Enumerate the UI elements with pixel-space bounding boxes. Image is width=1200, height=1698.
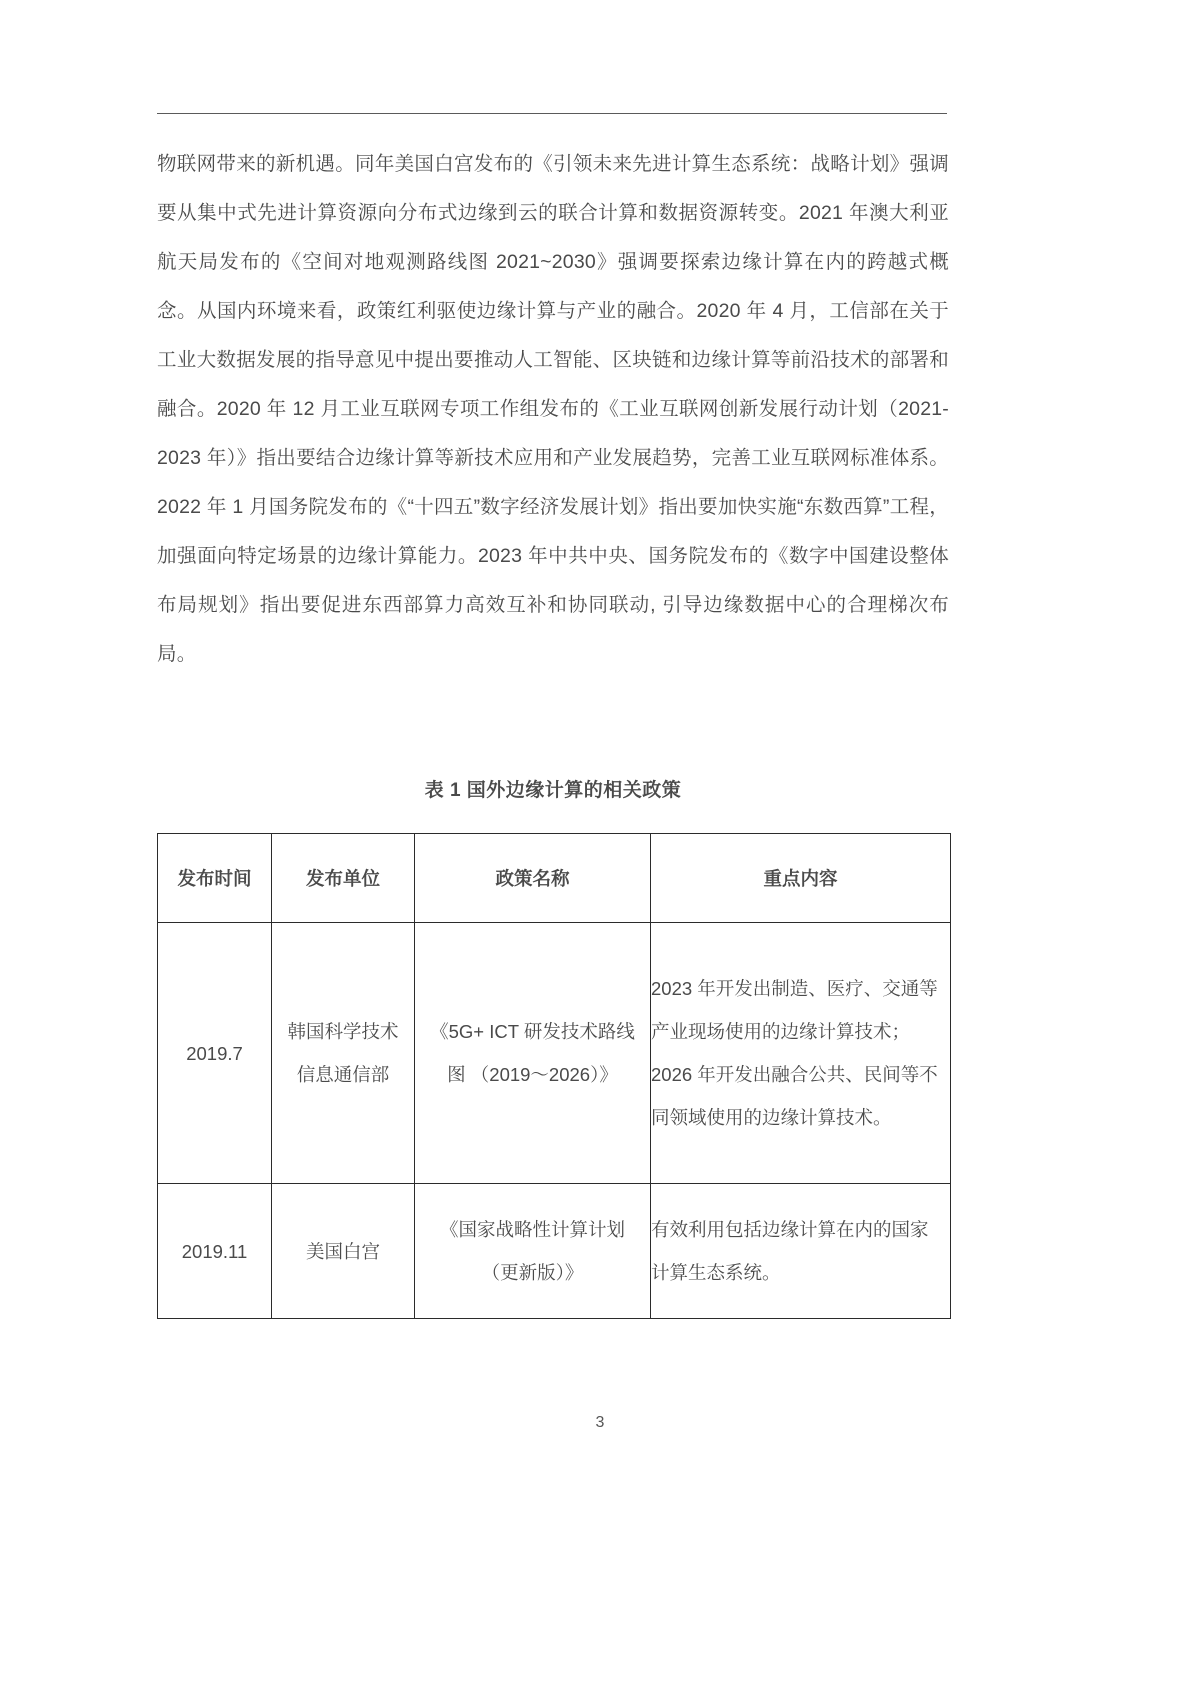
cell-key-content (651, 1184, 951, 1319)
cell-publish-unit (272, 1184, 415, 1319)
cell-key-content (651, 923, 951, 1184)
cell-key-line-4: 同领域使用的边缘计算技术。 (651, 1107, 892, 1128)
cell-key-line-2: 计算生态系统。 (651, 1262, 781, 1283)
cell-key-line-1: 有效利用包括边缘计算在内的国家 (651, 1219, 929, 1240)
policy-table (157, 833, 951, 1319)
cell-unit-line-1: 美国白宫 (305, 1240, 380, 1262)
cell-publish-unit (272, 923, 415, 1184)
column-header-key-content: 重点内容 (651, 834, 951, 923)
header-rule (157, 113, 947, 114)
column-header-publish-unit: 发布单位 (272, 834, 415, 923)
table-body (158, 923, 951, 1319)
table-header-row (158, 834, 951, 923)
cell-policy-line-1: 《国家战略性计算计划 (439, 1219, 625, 1240)
table-row (158, 1184, 951, 1319)
table-caption: 表 1 国外边缘计算的相关政策 (424, 780, 682, 801)
page-number: 3 (595, 1414, 605, 1431)
paragraph-text: 物联网带来的新机遇。同年美国白宫发布的《引领未来先进计算生态系统：战略计划》强调要从集中式先进计算资源向分布式边缘到云的联合计算和数据资源转变。2021 年澳大利亚航天局发布的《空间对地观测路线图 2021~2030》强调要探索边缘计算在内的跨越式概念。从国内环境来看，政策红利驱使边缘计算与产业的融合。2020 年 4 月，工信部在关于工业大数据发展的指导意见中提出要推动人工智能、区块链和边缘计算等前沿技术的部署和融合。2020 年 12 月工业互联网专项工作组发布的《工业互联网创新发展行动计划（2021-2023 年）》指出要结合边缘计算等新技术应用和产业发展趋势，完善工业互联网标准体系。2022 年 1 月国务院发布的《“十四五”数字经济发展计划》指出要加快实施“东数西算”工程，加强面向特定场景的边缘计算能力。2023 年中共中央、国务院发布的《数字中国建设整体布局规划》指出要促进东西部算力高效互补和协同联动, 引导边缘数据中心的合理梯次布局。 (157, 153, 949, 665)
cell-key-line-2: 产业现场使用的边缘计算技术； (651, 1021, 911, 1042)
policy-table-wrapper (157, 833, 950, 1319)
column-header-publish-time: 发布时间 (158, 834, 272, 923)
cell-unit-line-1: 韩国科学技术 (287, 1021, 399, 1042)
cell-publish-time: 2019.7 (158, 923, 272, 1184)
column-header-policy-name: 政策名称 (415, 834, 651, 923)
cell-policy-line-2: （更新版）》 (481, 1262, 584, 1283)
cell-key-line-3: 2026 年开发出融合公共、民间等不 (651, 1064, 938, 1085)
cell-unit-line-2: 信息通信部 (296, 1064, 390, 1085)
cell-policy-name (415, 1184, 651, 1319)
body-paragraph (157, 140, 949, 679)
table-header (158, 834, 951, 923)
cell-policy-name (415, 923, 651, 1184)
cell-policy-line-2: 图 （2019～2026）》 (447, 1064, 618, 1085)
cell-publish-time: 2019.11 (158, 1184, 272, 1319)
table-row (158, 923, 951, 1184)
cell-policy-line-1: 《5G+ ICT 研发技术路线 (430, 1021, 635, 1042)
cell-key-line-1: 2023 年开发出制造、医疗、交通等 (651, 978, 938, 999)
